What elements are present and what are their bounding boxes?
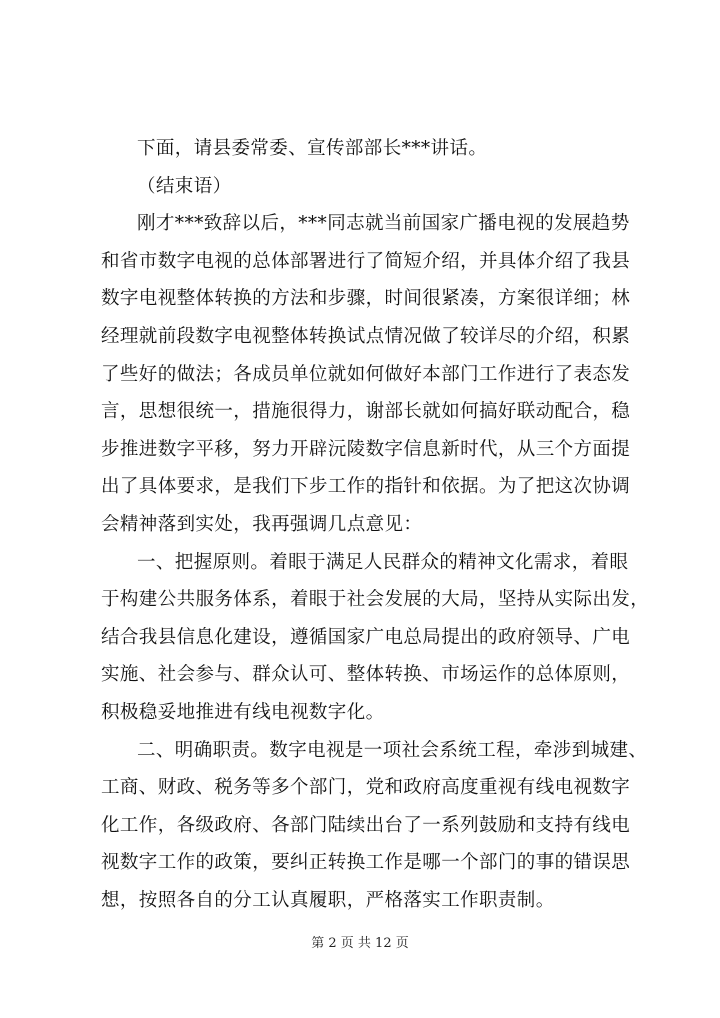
paragraph-line: 数字电视整体转换的方法和步骤，时间很紧凑，方案很详细；林 [101, 288, 631, 310]
paragraph-first-line: 二、明确职责。数字电视是一项社会系统工程，牵涉到城建、 [137, 739, 648, 761]
paragraph-line: 言，思想很统一，措施很得力，谢部长就如何搞好联动配合，稳 [101, 401, 631, 423]
paragraph-line: 工商、财政、税务等多个部门，党和政府高度重视有线电视数字 [101, 777, 631, 799]
paragraph-first-line: （结束语） [137, 175, 232, 197]
paragraph-line: 视数字工作的政策，要纠正转换工作是哪一个部门的事的错误思 [101, 852, 631, 874]
paragraph-line: 和省市数字电视的总体部署进行了简短介绍，并具体介绍了我县 [101, 250, 631, 272]
paragraph-line: 于构建公共服务体系，着眼于社会发展的大局，坚持从实际出发， [101, 589, 650, 611]
paragraph-first-line: 下面，请县委常委、宣传部部长***讲话。 [137, 138, 488, 159]
paragraph-line: 想，按照各自的分工认真履职，严格落实工作职责制。 [101, 889, 555, 911]
paragraph-line: 结合我县信息化建设，遵循国家广电总局提出的政府领导、广电 [101, 626, 631, 648]
paragraph-line: 出了具体要求，是我们下步工作的指针和依据。为了把这次协调 [101, 476, 631, 498]
document-body [101, 130, 650, 919]
page-footer: 第 2 页 共 12 页 [311, 936, 409, 951]
paragraph-line: 经理就前段数字电视整体转换试点情况做了较详尽的介绍，积累 [101, 325, 631, 347]
paragraph-line: 会精神落到实处，我再强调几点意见： [101, 513, 423, 535]
paragraph-line: 了些好的做法；各成员单位就如何做好本部门工作进行了表态发 [101, 363, 631, 385]
paragraph-first-line: 刚才***致辞以后，***同志就当前国家广播电视的发展趋势 [137, 213, 630, 235]
paragraph-first-line: 一、把握原则。着眼于满足人民群众的精神文化需求，着眼 [137, 551, 629, 573]
paragraph-line: 积极稳妥地推进有线电视数字化。 [101, 701, 385, 723]
paragraph-line: 实施、社会参与、群众认可、整体转换、市场运作的总体原则， [101, 664, 631, 686]
paragraph-line: 化工作，各级政府、各部门陆续出台了一系列鼓励和支持有线电 [101, 814, 631, 836]
paragraph-line: 步推进数字平移，努力开辟沅陵数字信息新时代，从三个方面提 [101, 438, 631, 460]
